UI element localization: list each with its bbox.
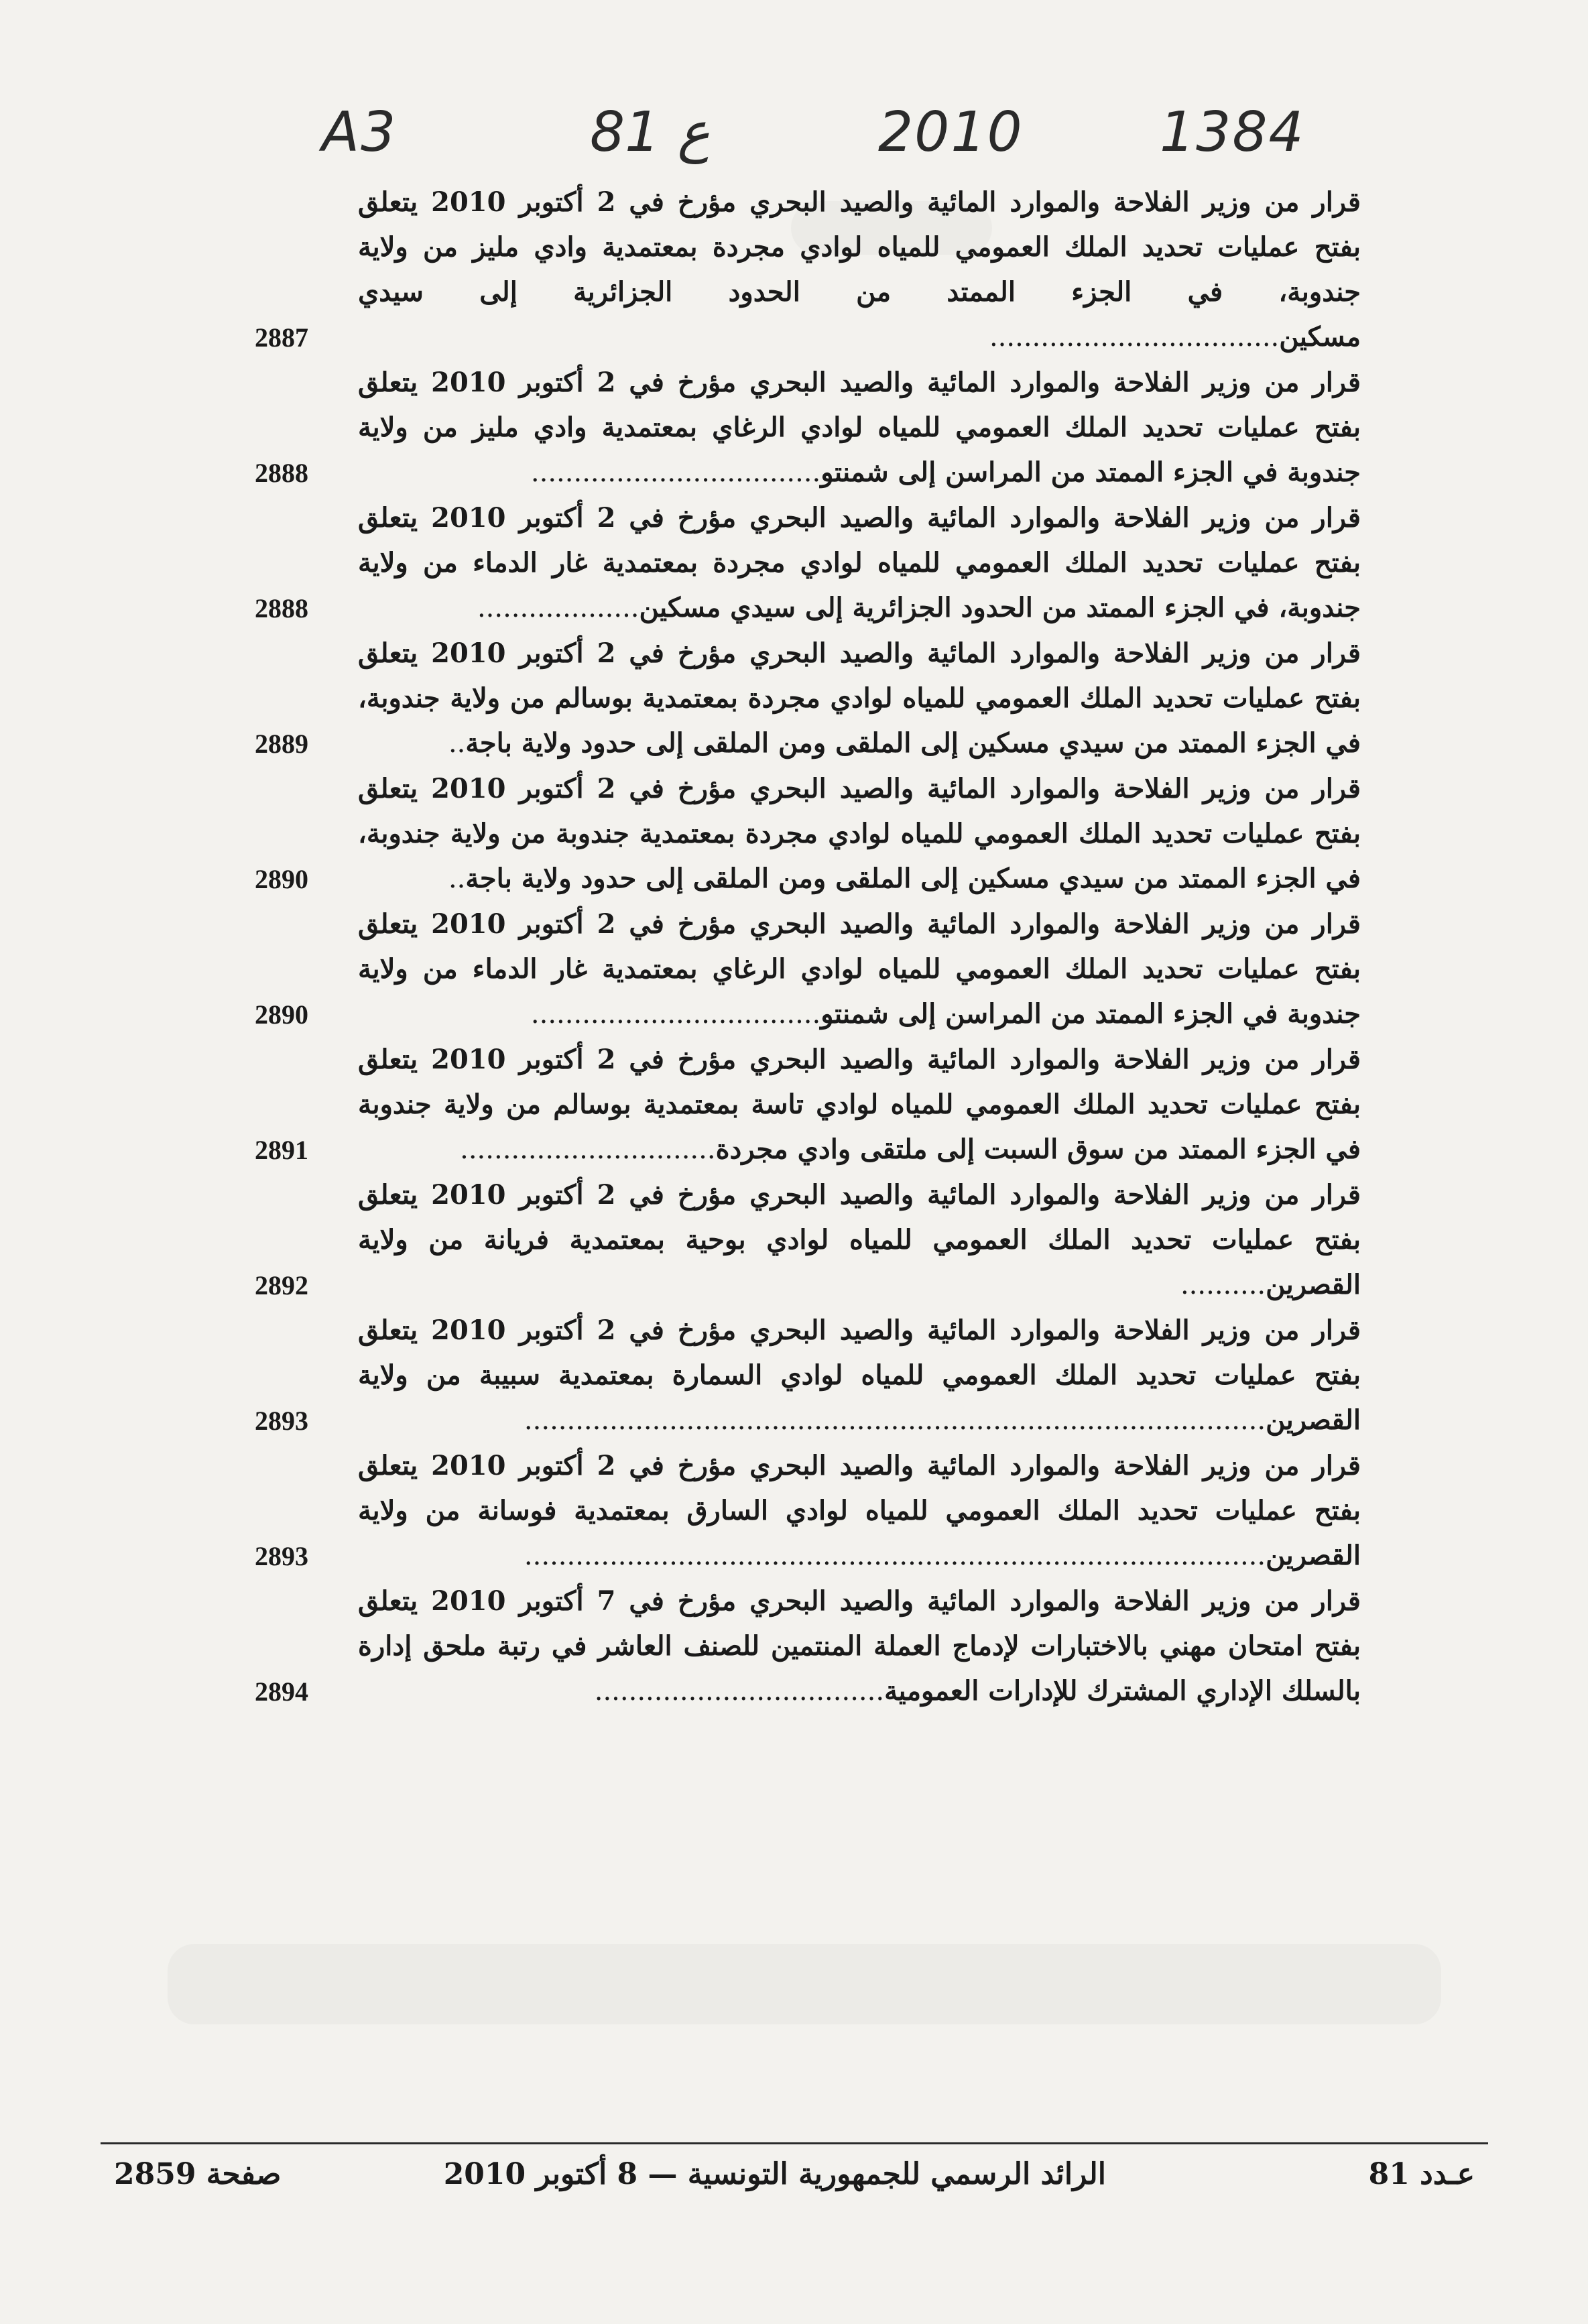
toc-entry: قرار من وزير الفلاحة والموارد المائية والصيد البحري مؤرخ في 2 أكتوبر 2010 يتعلق بفتح عمليات تحديد الملك العمومي للمياه لوادي السارق بمعتمدية فوسانة من ولاية القصرين....................................................................................... 2893 bbox=[255, 1443, 1361, 1579]
entry-text: قرار من وزير الفلاحة والموارد المائية والصيد البحري مؤرخ في 2 أكتوبر 2010 يتعلق بفتح عمليات تحديد الملك العمومي للمياه لوادي الرغاي بمعتمدية غار الدماء من ولاية جندوبة في الجزء الممتد من المراسن إلى شمنتو bbox=[358, 908, 1361, 1030]
entry-text: قرار من وزير الفلاحة والموارد المائية والصيد البحري مؤرخ في 2 أكتوبر 2010 يتعلق بفتح عمليات تحديد الملك العمومي للمياه لوادي السمارة بمعتمدية سبيبة من ولاية القصرين bbox=[358, 1314, 1361, 1436]
toc-entry: قرار من وزير الفلاحة والموارد المائية والصيد البحري مؤرخ في 2 أكتوبر 2010 يتعلق بفتح عمليات تحديد الملك العمومي للمياه لوادي الرغاي بمعتمدية وادي مليز من ولاية جندوبة في الجزء الممتد من المراسن إلى شمنتو.................................. 2888 bbox=[255, 360, 1361, 495]
handwritten-note: 81 ع bbox=[590, 101, 711, 164]
entry-page-number: 2893 bbox=[255, 1406, 308, 1436]
entry-text: قرار من وزير الفلاحة والموارد المائية والصيد البحري مؤرخ في 2 أكتوبر 2010 يتعلق بفتح عمليات تحديد الملك العمومي للمياه لوادي مجردة بمعتمدية غار الدماء من ولاية جندوبة، في الجزء الممتد من الحدود الجزائرية إلى سيدي مسكين bbox=[358, 502, 1361, 623]
entry-page-number: 2891 bbox=[255, 1135, 308, 1165]
entry-text: قرار من وزير الفلاحة والموارد المائية والصيد البحري مؤرخ في 2 أكتوبر 2010 يتعلق بفتح عمليات تحديد الملك العمومي للمياه لوادي تاسة بمعتمدية بوسالم من ولاية جندوبة في الجزء الممتد من سوق السبت إلى ملتقى وادي مجردة bbox=[358, 1044, 1361, 1165]
handwritten-note: A3 bbox=[322, 101, 398, 164]
entry-page-number: 2894 bbox=[255, 1676, 308, 1707]
footer-divider bbox=[101, 2142, 1488, 2144]
entry-text: قرار من وزير الفلاحة والموارد المائية والصيد البحري مؤرخ في 2 أكتوبر 2010 يتعلق بفتح عمليات تحديد الملك العمومي للمياه لوادي مجردة بمعتمدية جندوبة من ولاية جندوبة، في الجزء الممتد من سيدي مسكين إلى الملقى ومن الملقى إلى حدود ولاية باجة bbox=[358, 773, 1361, 894]
handwritten-annotations bbox=[0, 101, 1588, 181]
entry-text: قرار من وزير الفلاحة والموارد المائية والصيد البحري مؤرخ في 2 أكتوبر 2010 يتعلق بفتح عمليات تحديد الملك العمومي للمياه لوادي مجردة بمعتمدية وادي مليز من ولاية جندوبة، في الجزء الممتد من الحدود الجزائرية إلى سيدي مسكين bbox=[358, 186, 1361, 353]
toc-entry: قرار من وزير الفلاحة والموارد المائية والصيد البحري مؤرخ في 2 أكتوبر 2010 يتعلق بفتح عمليات تحديد الملك العمومي للمياه لوادي مجردة بمعتمدية غار الدماء من ولاية جندوبة، في الجزء الممتد من الحدود الجزائرية إلى سيدي مسكين................... 2888 bbox=[255, 495, 1361, 631]
entry-page-number: 2889 bbox=[255, 729, 308, 759]
entry-page-number: 2887 bbox=[255, 322, 308, 353]
entry-text: قرار من وزير الفلاحة والموارد المائية والصيد البحري مؤرخ في 2 أكتوبر 2010 يتعلق بفتح عمليات تحديد الملك العمومي للمياه لوادي السارق بمعتمدية فوسانة من ولاية القصرين bbox=[358, 1450, 1361, 1571]
toc-entry: قرار من وزير الفلاحة والموارد المائية والصيد البحري مؤرخ في 7 أكتوبر 2010 يتعلق بفتح امتحان مهني بالاختبارات لإدماج العملة المنتمين للصنف العاشر في رتبة ملحق إدارة بالسلك الإداري المشترك للإدارات العمومية.................................. 2894 bbox=[255, 1579, 1361, 1714]
page-footer bbox=[101, 2157, 1488, 2204]
toc-entry: قرار من وزير الفلاحة والموارد المائية والصيد البحري مؤرخ في 2 أكتوبر 2010 يتعلق بفتح عمليات تحديد الملك العمومي للمياه لوادي مجردة بمعتمدية بوسالم من ولاية جندوبة، في الجزء الممتد من سيدي مسكين إلى الملقى ومن الملقى إلى حدود ولاية باجة.. 2889 bbox=[255, 631, 1361, 766]
toc-entry: قرار من وزير الفلاحة والموارد المائية والصيد البحري مؤرخ في 2 أكتوبر 2010 يتعلق بفتح عمليات تحديد الملك العمومي للمياه لوادي مجردة بمعتمدية وادي مليز من ولاية جندوبة، في الجزء الممتد من الحدود الجزائرية إلى سيدي مسكين.................................. 2887 bbox=[255, 180, 1361, 360]
toc-entry: قرار من وزير الفلاحة والموارد المائية والصيد البحري مؤرخ في 2 أكتوبر 2010 يتعلق بفتح عمليات تحديد الملك العمومي للمياه لوادي السمارة بمعتمدية سبيبة من ولاية القصرين....................................................................................... 2893 bbox=[255, 1308, 1361, 1443]
footer-issue-number: عـدد 81 bbox=[1368, 2157, 1475, 2191]
entry-page-number: 2890 bbox=[255, 999, 308, 1030]
toc-entry: قرار من وزير الفلاحة والموارد المائية والصيد البحري مؤرخ في 2 أكتوبر 2010 يتعلق بفتح عمليات تحديد الملك العمومي للمياه لوادي الرغاي بمعتمدية غار الدماء من ولاية جندوبة في الجزء الممتد من المراسن إلى شمنتو.................................. 2890 bbox=[255, 902, 1361, 1037]
table-of-contents bbox=[255, 180, 1361, 1714]
entry-text: قرار من وزير الفلاحة والموارد المائية والصيد البحري مؤرخ في 2 أكتوبر 2010 يتعلق بفتح عمليات تحديد الملك العمومي للمياه لوادي بوحية بمعتمدية فريانة من ولاية القصرين bbox=[358, 1179, 1361, 1300]
footer-page-number: صفحة 2859 bbox=[114, 2157, 282, 2191]
entry-text: قرار من وزير الفلاحة والموارد المائية والصيد البحري مؤرخ في 2 أكتوبر 2010 يتعلق بفتح عمليات تحديد الملك العمومي للمياه لوادي مجردة بمعتمدية بوسالم من ولاية جندوبة، في الجزء الممتد من سيدي مسكين إلى الملقى ومن الملقى إلى حدود ولاية باجة bbox=[358, 637, 1361, 759]
entry-text: قرار من وزير الفلاحة والموارد المائية والصيد البحري مؤرخ في 2 أكتوبر 2010 يتعلق بفتح عمليات تحديد الملك العمومي للمياه لوادي الرغاي بمعتمدية وادي مليز من ولاية جندوبة في الجزء الممتد من المراسن إلى شمنتو bbox=[358, 367, 1361, 488]
entry-page-number: 2888 bbox=[255, 593, 308, 623]
toc-entry: قرار من وزير الفلاحة والموارد المائية والصيد البحري مؤرخ في 2 أكتوبر 2010 يتعلق بفتح عمليات تحديد الملك العمومي للمياه لوادي بوحية بمعتمدية فريانة من ولاية القصرين.......... 2892 bbox=[255, 1172, 1361, 1308]
entry-page-number: 2888 bbox=[255, 458, 308, 488]
footer-journal-title: الرائد الرسمي للجمهورية التونسية — 8 أكتوبر 2010 bbox=[443, 2157, 1106, 2191]
entry-page-number: 2893 bbox=[255, 1541, 308, 1571]
handwritten-note: 1384 bbox=[1160, 101, 1305, 164]
bleed-through-shadow bbox=[168, 1944, 1441, 2024]
entry-page-number: 2892 bbox=[255, 1270, 308, 1300]
toc-entry: قرار من وزير الفلاحة والموارد المائية والصيد البحري مؤرخ في 2 أكتوبر 2010 يتعلق بفتح عمليات تحديد الملك العمومي للمياه لوادي تاسة بمعتمدية بوسالم من ولاية جندوبة في الجزء الممتد من سوق السبت إلى ملتقى وادي مجردة.............................. 2891 bbox=[255, 1037, 1361, 1172]
toc-entry: قرار من وزير الفلاحة والموارد المائية والصيد البحري مؤرخ في 2 أكتوبر 2010 يتعلق بفتح عمليات تحديد الملك العمومي للمياه لوادي مجردة بمعتمدية جندوبة من ولاية جندوبة، في الجزء الممتد من سيدي مسكين إلى الملقى ومن الملقى إلى حدود ولاية باجة.. 2890 bbox=[255, 766, 1361, 902]
handwritten-note: 2010 bbox=[878, 101, 1024, 164]
entry-text: قرار من وزير الفلاحة والموارد المائية والصيد البحري مؤرخ في 7 أكتوبر 2010 يتعلق بفتح امتحان مهني بالاختبارات لإدماج العملة المنتمين للصنف العاشر في رتبة ملحق إدارة بالسلك الإداري المشترك للإدارات العمومية bbox=[358, 1585, 1361, 1707]
entry-page-number: 2890 bbox=[255, 864, 308, 894]
